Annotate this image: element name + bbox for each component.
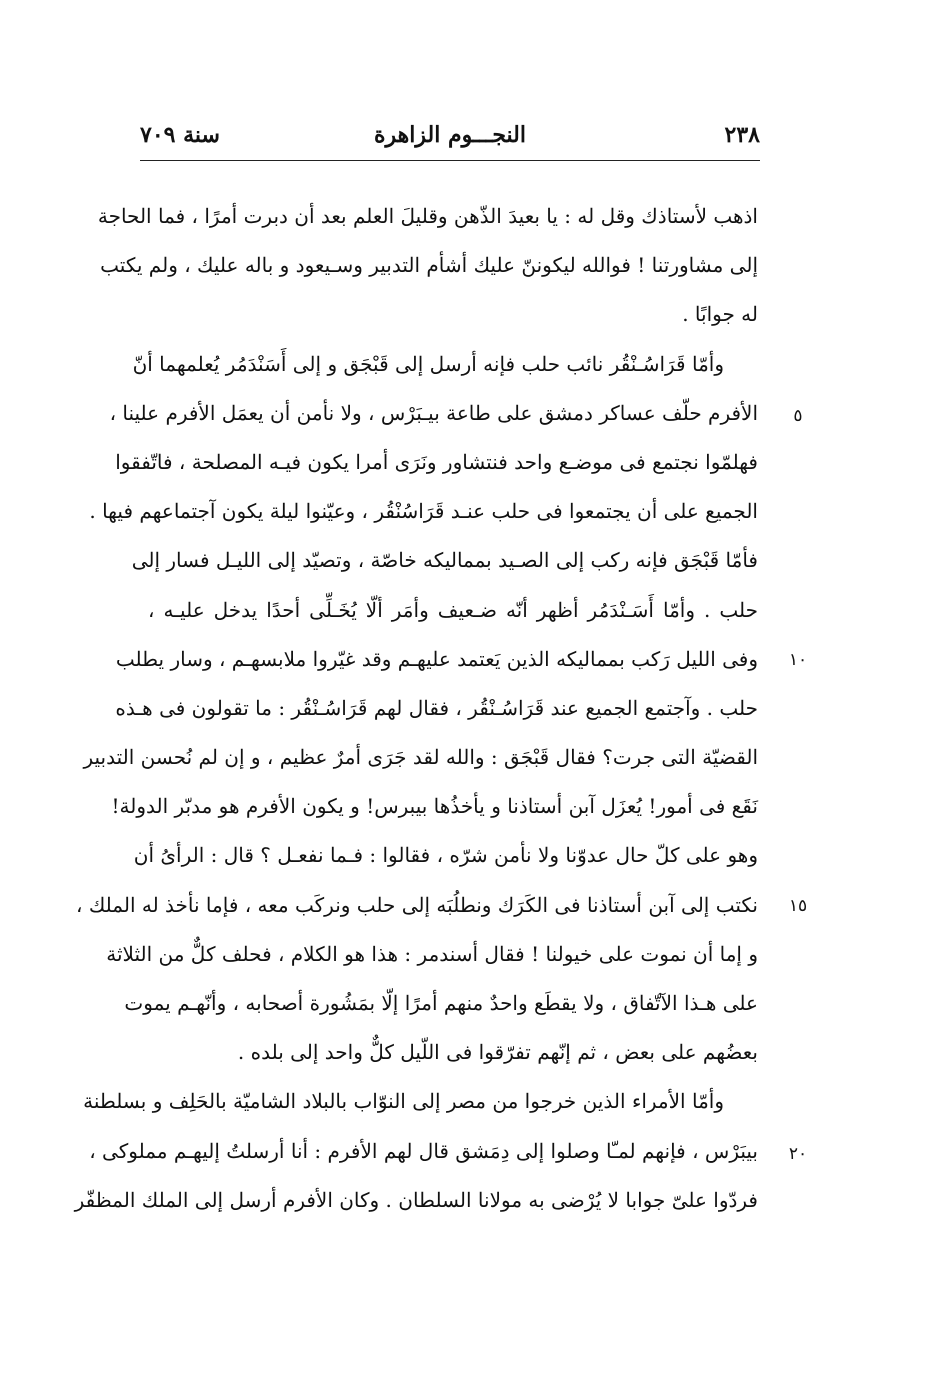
line-number-5: ٥ — [793, 406, 803, 426]
text-line: حلب . وآجتمع الجميع عند قَرَاسُـنْقُر ، فقال لهم قَرَاسُـنْقُر : ما تقولون فى هـذه — [115, 695, 758, 720]
text-line: فهلمّوا نجتمع فى موضـع واحد فنتشاور ونَرَى أمرا يكون فيـه المصلحة ، فاتّفقوا — [115, 449, 758, 474]
text-line: بيبَرْس ، فإنهم لمـّا وصلوا إلى دِمَشق قال لهم الأفرم : أنا أرسلتُ إليهـم مملوكى ، — [89, 1138, 758, 1163]
text-line: وفى الليل رَكب بمماليكه الذين يَعتمد عليهـم وقد غيّروا ملابسهـم ، وسار يطلب — [115, 646, 758, 671]
text-line: و إما أن نموت على خيولنا ! فقال أسندمر : هذا هو الكلام ، فحلف كلٌّ من الثلاثة — [106, 941, 758, 966]
page-number: ٢٣٨ — [724, 122, 760, 148]
text-line: بعضُهم على بعض ، ثم إنّهم تفرّقوا فى اللّيل كلٌّ واحد إلى بلده . — [237, 1040, 758, 1065]
running-header — [140, 118, 760, 158]
line-number-20: ٢٠ — [788, 1144, 808, 1164]
text-line: فأمّا قَبْجَق فإنه ركب إلى الصـيد بمماليكه خاصّة ، وتصيّد إلى الليـل فسار إلى — [131, 548, 758, 573]
text-line: القضيّة التى جرت؟ فقال قَبْجَق : والله لقد جَرَى أمرٌ عظيم ، و إن لم نُحسن التدبير — [83, 745, 758, 770]
text-line: نكتب إلى آبن أستاذنا فى الكَرَك ونطلُبَه إلى حلب ونركَب معه ، فإما نأخذ له الملك ، — [76, 892, 758, 917]
text-line: وهو على كلّ حال عدوّنا ولا نأمن شرّه ، فقالوا : فـما نفعـل ؟ قال : الرأىُ أن — [133, 843, 758, 868]
book-title: النجـــوم الزاهرة — [374, 122, 526, 148]
line-number-10: ١٠ — [788, 650, 808, 670]
line-number-15: ١٥ — [788, 896, 808, 916]
text-line: فردّوا علىّ جوابا لا يُرْضى به مولانا السلطان . وكان الأفرم أرسل إلى الملك المظفّر — [74, 1187, 758, 1212]
text-line: وأمّا الأمراء الذين خرجوا من مصر إلى النوّاب بالبلاد الشاميّة بالحَلِف و بسلطنة — [83, 1089, 724, 1114]
text-line: إلى مشاورتنا ! فوالله ليكوننّ عليك أشأم التدبير وسـيعود و باله عليك ، ولم يكتب — [100, 253, 758, 278]
text-line: الجميع على أن يجتمعوا فى حلب عنـد قَرَاسُنْقُر ، وعيّنوا ليلة يكون آجتماعهم فيها . — [89, 499, 758, 524]
text-line: وأمّا قَرَاسُـنْقُر نائب حلب فإنه أرسل إلى قَبْجَق و إلى أَسَنْدَمُر يُعلمهما أنّ — [132, 351, 724, 376]
header-year: سنة ٧٠٩ — [140, 122, 220, 148]
text-line: اذهب لأستاذك وقل له : يا بعيدَ الذّهن وقليلَ العلم بعد أن دبرت أمرًا ، فما الحاجة — [97, 204, 758, 228]
text-line: على هـذا الآتّفاق ، ولا يقطَع واحدٌ منهم أمرًا إلّا بمَشُورة أصحابه ، وأنّهـم يموت — [124, 991, 758, 1015]
text-line: الأفرم حلّف عساكر دمشق على طاعة بيـبَرْس ، ولا نأمن أن يعمَل الأفرم علينا ، — [109, 400, 758, 425]
header-rule — [140, 160, 760, 161]
text-line: نَقَع فى أمور! يُعزَل آبن أستاذنا و يأخذُها بيبرس! و يكون الأفرم هو مدبّر الدولة! — [111, 794, 758, 819]
text-line: له جوابًا . — [682, 302, 758, 327]
body-text — [74, 192, 758, 1225]
text-line: حلب . وأمّا أَسَـنْدَمُر أظهر أنّه ضـعيف وأمَر ألّا يُخَـلِّى أحدًا يدخل عليـه ، — [148, 597, 758, 622]
